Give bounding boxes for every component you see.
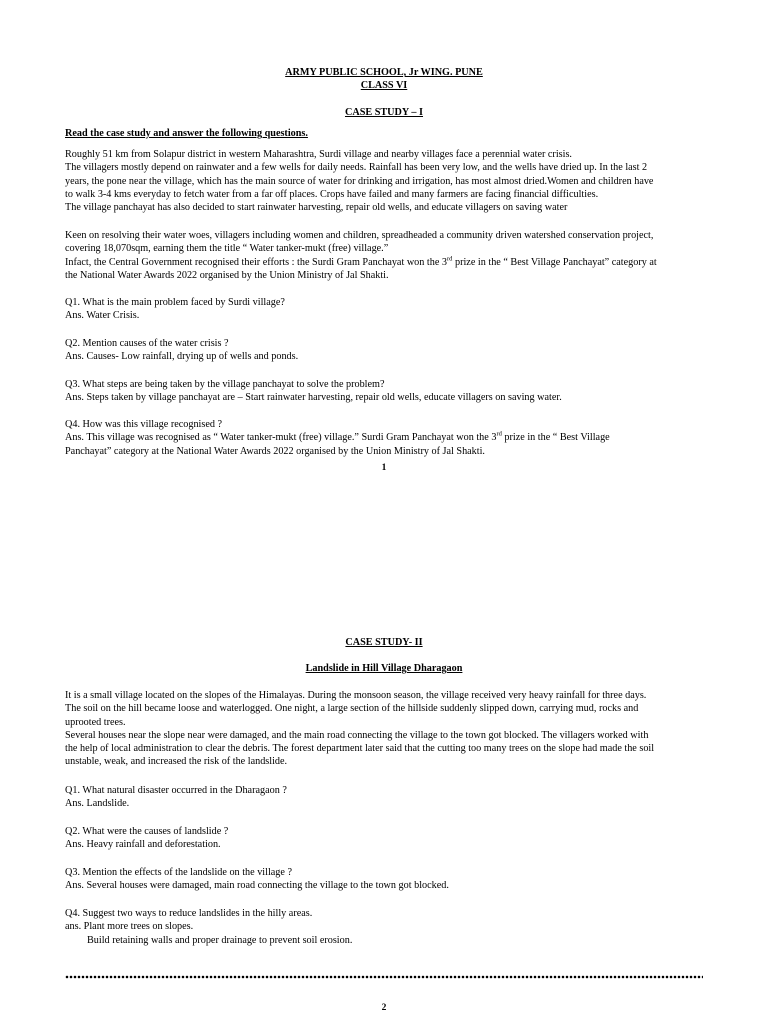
case-2-question-1	[65, 784, 715, 811]
dotted-separator	[65, 975, 703, 979]
text-line: It is a small village located on the slopes of the Himalayas. During the monsoon season, the village received very heavy rainfall for three days.	[65, 690, 647, 701]
text-line: Roughly 51 km from Solapur district in western Maharashtra, Surdi village and nearby villages face a perennial water crisis.	[65, 149, 572, 160]
case-1-question-2	[65, 337, 715, 364]
case-2-question-2	[65, 825, 715, 852]
case-1-question-3	[65, 378, 715, 405]
case-study-2-subtitle: Landslide in Hill Village Dharagaon	[305, 663, 463, 674]
text-line	[65, 256, 715, 269]
school-name: ARMY PUBLIC SCHOOL, Jr WING. PUNE	[285, 67, 483, 78]
answer-continued: Build retaining walls and proper drainage to prevent soil erosion.	[87, 934, 353, 946]
text-line: unstable, weak, and increased the risk of the landslide.	[65, 756, 288, 768]
text-line: The soil on the hill became loose and waterlogged. One night, a large section of the hillside suddenly slipped down, carrying mud, rocks and	[65, 703, 639, 715]
case-1-question-4	[65, 418, 715, 458]
ordinal-superscript: rd	[496, 430, 502, 438]
case-study-2-paragraph	[65, 689, 715, 769]
question: Q4. How was this village recognised ?	[65, 419, 223, 430]
text-line: the help of local administration to clear the debris. The forest department later said that the cutting too many trees on the slope had made the soil	[65, 743, 655, 755]
class-label: CLASS VI	[360, 80, 408, 91]
case-2-question-3	[65, 866, 715, 893]
case-study-1-title: CASE STUDY – I	[344, 107, 424, 118]
page-number-1: 1	[381, 463, 387, 473]
text-line: uprooted trees.	[65, 716, 126, 728]
question: Q4. Suggest two ways to reduce landslides in the hilly areas.	[65, 908, 313, 919]
text-line: The villagers mostly depend on rainwater and a few wells for daily needs. Rainfall has been very low, and the wells have dried up. In the last 2	[65, 162, 648, 174]
case-2-question-4	[65, 907, 715, 947]
question: Q3. Mention the effects of the landslide on the village ?	[65, 867, 292, 878]
question: Q3. What steps are being taken by the village panchayat to solve the problem?	[65, 379, 385, 390]
question: Q2. Mention causes of the water crisis ?	[65, 338, 229, 349]
text-line: covering 18,070sqm, earning them the title “ Water tanker-mukt (free) village.”	[65, 243, 389, 255]
question: Q1. What is the main problem faced by Surdi village?	[65, 297, 285, 308]
text-segment: prize in the “ Best Village Panchayat” category at	[452, 256, 657, 268]
answer: Ans. Several houses were damaged, main road connecting the village to the town got blocked.	[65, 880, 449, 892]
case-study-1-paragraph-1	[65, 148, 715, 214]
text-line: Keen on resolving their water woes, villagers including women and children, spreadheaded a community driven watershed conservation project,	[65, 230, 654, 241]
text-segment: Infact, the Central Government recognised their efforts : the Surdi Gram Panchayat won the 3	[65, 256, 448, 268]
case-study-1-paragraph-2	[65, 229, 715, 282]
text-line: to walk 3-4 kms everyday to fetch water from a far off places. Crops have failed and many farmers are facing financial difficulties.	[65, 188, 599, 200]
answer: Ans. Heavy rainfall and deforestation.	[65, 839, 221, 851]
instruction: Read the case study and answer the following questions.	[65, 128, 308, 139]
text-segment: prize in the “ Best Village	[501, 432, 610, 444]
answer: Ans. Water Crisis.	[65, 310, 140, 322]
answer: Ans. Landslide.	[65, 798, 130, 810]
text-line: the National Water Awards 2022 organised by the Union Ministry of Jal Shakti.	[65, 269, 389, 281]
case-study-2-title: CASE STUDY- II	[345, 637, 423, 648]
page-number-2: 2	[381, 1003, 387, 1013]
answer: Ans. Steps taken by village panchayat are – Start rainwater harvesting, repair old wells, educate villagers on saving water.	[65, 392, 562, 404]
case-1-question-1	[65, 296, 715, 323]
text-segment: Ans. This village was recognised as “ Water tanker-mukt (free) village.” Surdi Gram Panchayat won the 3	[65, 432, 497, 444]
text-line: The village panchayat has also decided to start rainwater harvesting, repair old wells, and educate villagers on saving water	[65, 202, 568, 214]
answer: ans. Plant more trees on slopes.	[65, 921, 194, 933]
question: Q2. What were the causes of landslide ?	[65, 826, 229, 837]
text-line: years, the pone near the village, which has the main source of water for drinking and irrigation, has most almost dried.Women and children have	[65, 175, 654, 187]
question: Q1. What natural disaster occurred in the Dharagaon ?	[65, 785, 287, 796]
ordinal-superscript: rd	[447, 255, 453, 263]
answer	[65, 431, 715, 444]
text-line: Several houses near the slope near were damaged, and the main road connecting the village to the town got blocked. The villagers worked with	[65, 729, 649, 741]
answer-continued: Panchayat” category at the National Water Awards 2022 organised by the Union Ministry of Jal Shakti.	[65, 445, 485, 457]
answer: Ans. Causes- Low rainfall, drying up of wells and ponds.	[65, 351, 299, 363]
